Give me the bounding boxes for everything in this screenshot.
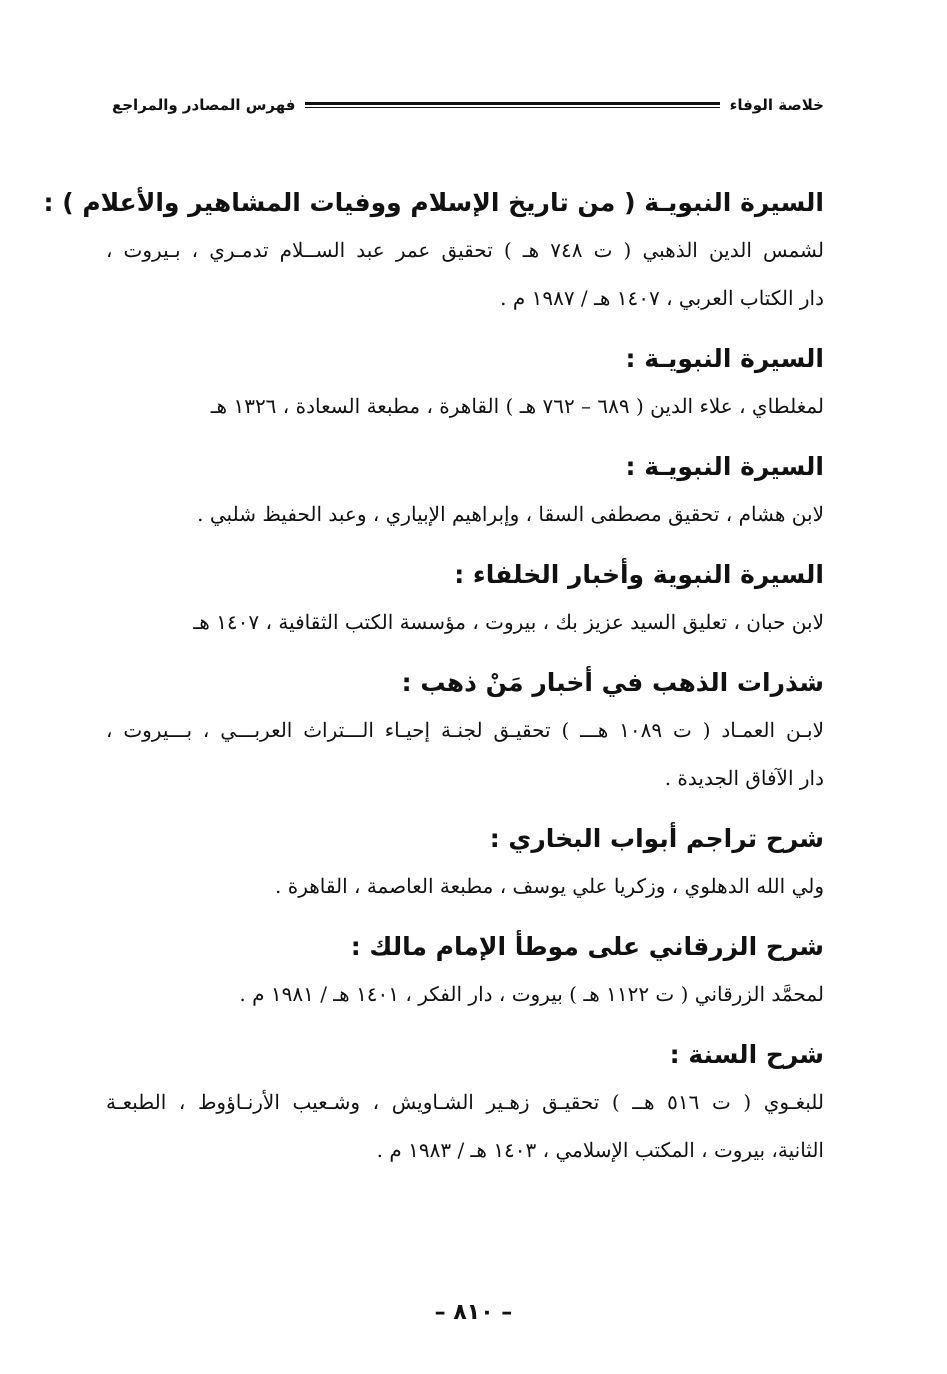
entry-title: شرح السنة : bbox=[669, 1040, 824, 1069]
entry-text-line: ولي الله الدهلوي ، وزكريا علي يوسف ، مطبعة العاصمة ، القاهرة . bbox=[275, 874, 824, 898]
entry-title: السيرة النبويـة : bbox=[625, 452, 824, 481]
entry-title: شرح تراجم أبواب البخاري : bbox=[489, 824, 824, 853]
bibliography-entry bbox=[106, 552, 824, 646]
entry-text-line: لمغلطاي ، علاء الدين ( ٦٨٩ – ٧٦٢ هـ ) القاهرة ، مطبعة السعادة ، ١٣٢٦ هـ bbox=[210, 394, 824, 418]
entry-text-line: لمحمَّد الزرقاني ( ت ١١٢٢ هـ ) بيروت ، دار الفكر ، ١٤٠١ هـ / ١٩٨١ م . bbox=[239, 982, 824, 1006]
entry-text-line: لابـن العمـاد ( ت ١٠٨٩ هـــ ) تحقيـق لجنـة إحيـاء الـــتراث العربـــي ، بـــيروت ، bbox=[106, 718, 825, 742]
bibliography-list bbox=[43, 180, 825, 1188]
entry-title: السيرة النبويـة ( من تاريخ الإسلام ووفيات المشاهير والأعلام ) : bbox=[43, 188, 824, 217]
header-book-title: خلاصة الوفاء bbox=[729, 96, 824, 114]
entry-text-line: الثانية، بيروت ، المكتب الإسلامي ، ١٤٠٣ هـ / ١٩٨٣ م . bbox=[376, 1138, 824, 1162]
header-section-title: فهرس المصادر والمراجع bbox=[112, 96, 296, 114]
bibliography-entry bbox=[43, 180, 824, 322]
bibliography-entry bbox=[106, 816, 824, 910]
entry-title: شذرات الذهب في أخبار مَنْ ذهب : bbox=[401, 668, 824, 697]
entry-text-line: للبغـوي ( ت ٥١٦ هــ ) تحقيـق زهـير الشـاويش ، وشـعيب الأرنـاؤوط ، الطبعـة bbox=[106, 1090, 824, 1114]
entry-text-line: دار الكتاب العربي ، ١٤٠٧ هـ / ١٩٨٧ م . bbox=[500, 286, 824, 310]
entry-text-line: لابن هشام ، تحقيق مصطفى السقا ، وإبراهيم الإبياري ، وعبد الحفيظ شلبي . bbox=[197, 502, 824, 526]
entry-title: شرح الزرقاني على موطأ الإمام مالك : bbox=[350, 932, 824, 961]
entry-text-line: دار الآفاق الجديدة . bbox=[664, 766, 824, 790]
entry-text-line: لابن حبان ، تعليق السيد عزيز بك ، بيروت ، مؤسسة الكتب الثقافية ، ١٤٠٧ هـ bbox=[193, 610, 824, 634]
page-number: – ٨١٠ – bbox=[434, 1300, 513, 1325]
running-header bbox=[112, 92, 824, 118]
bibliography-entry bbox=[106, 1032, 824, 1174]
entry-title: السيرة النبويـة : bbox=[625, 344, 824, 373]
bibliography-entry bbox=[106, 924, 824, 1018]
bibliography-entry bbox=[106, 660, 824, 802]
entry-title: السيرة النبوية وأخبار الخلفاء : bbox=[454, 560, 824, 589]
bibliography-entry bbox=[106, 444, 824, 538]
header-rule bbox=[305, 102, 719, 108]
bibliography-entry bbox=[106, 336, 824, 430]
entry-text-line: لشمس الدين الذهبي ( ت ٧٤٨ هـ ) تحقيق عمر عبد الســلام تدمـري ، بـيروت ، bbox=[106, 238, 824, 262]
